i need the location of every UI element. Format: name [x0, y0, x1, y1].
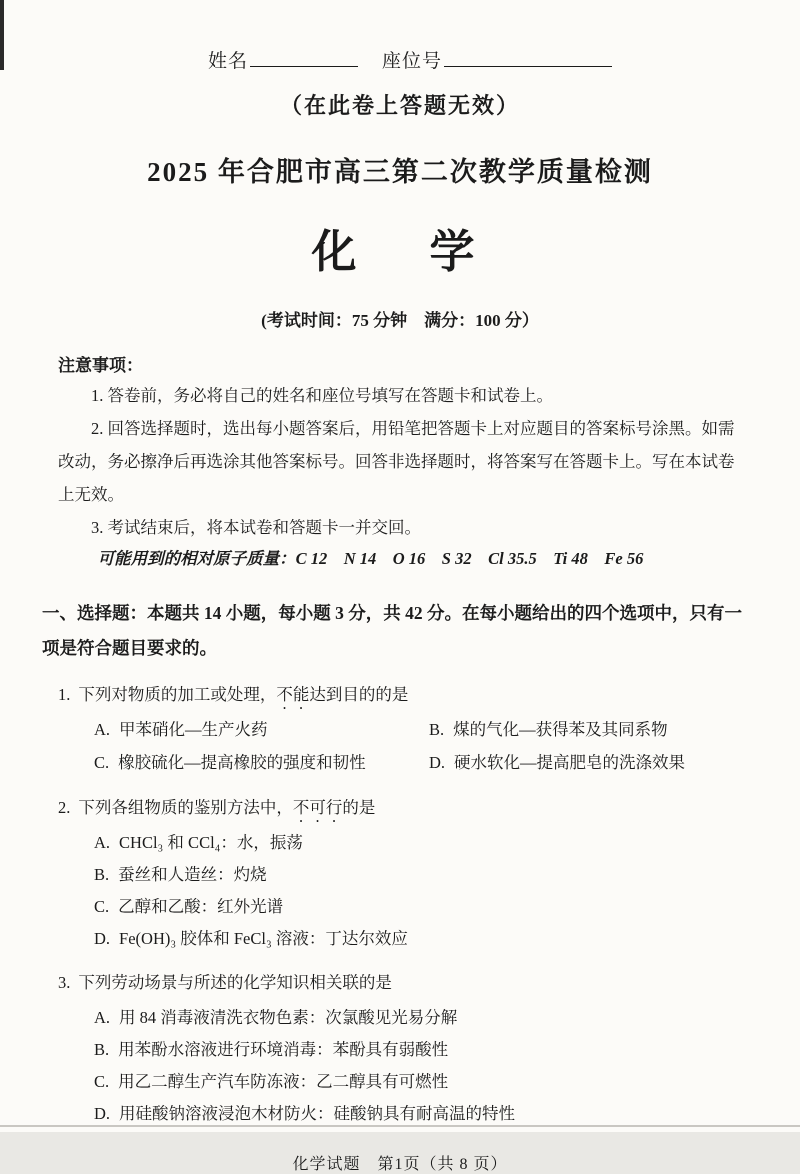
option-2-c-label: C.	[94, 897, 110, 916]
notice-section	[58, 351, 742, 574]
option-2-d-label: D.	[94, 929, 111, 948]
invalid-notice: （在此卷上答题无效）	[279, 93, 520, 118]
name-label: 姓名	[208, 51, 249, 72]
question-2-number: 2.	[58, 798, 71, 817]
question-2-stem	[58, 793, 742, 826]
scan-artifact-bottom	[0, 1125, 800, 1127]
option-2-d-text: Fe(OH)₃ 胶体和 FeCl₃ 溶液：丁达尔效应	[119, 929, 408, 948]
question-3-stem-pre: 下列劳动场景与所述的化学知识相关联的是	[78, 973, 392, 992]
option-1-b-text: 煤的气化—获得苯及其同系物	[453, 720, 668, 739]
option-3-a-text: 用 84 消毒液清洗衣物色素：次氯酸见光易分解	[119, 1008, 458, 1027]
option-3-a-label: A.	[94, 1008, 111, 1027]
question-1-stem-emphasis: 不能	[276, 685, 310, 704]
question-3-number: 3.	[58, 973, 71, 992]
question-2-options	[94, 827, 742, 954]
option-2-d	[94, 923, 742, 954]
option-1-d	[429, 747, 742, 778]
section-1-heading: 一、选择题：本题共 14 小题，每小题 3 分，共 42 分。在每小题给出的四个选项中，只有一项是符合题目要求的。	[42, 603, 742, 658]
option-1-d-text: 硬水软化—提高肥皂的洗涤效果	[454, 753, 686, 772]
option-3-b	[94, 1034, 742, 1065]
page-footer: 化学试题 第1页（共 8 页）	[292, 1156, 508, 1173]
notice-item-2: 2. 回答选择题时，选出每小题答案后，用铅笔把答题卡上对应题目的答案标号涂黑。如需改动，务必擦净后再选涂其他答案标号。回答非选择题时，将答案写在答题卡上。写在本试卷上无效。	[58, 419, 735, 504]
option-3-b-label: B.	[94, 1040, 110, 1059]
option-2-a-label: A.	[94, 833, 111, 852]
option-1-a-text: 甲苯硝化—生产火药	[119, 720, 268, 739]
seat-label: 座位号	[382, 51, 443, 72]
exam-title: 2025 年合肥市高三第二次教学质量检测	[147, 157, 653, 187]
option-2-b	[94, 859, 742, 890]
option-1-a-label: A.	[94, 720, 111, 739]
option-1-a	[94, 714, 429, 745]
atomic-mass-line: 可能用到的相对原子质量：C 12 N 14 O 16 S 32 Cl 35.5 Ti 48 Fe 56	[97, 549, 644, 568]
question-1	[58, 680, 742, 779]
option-2-b-text: 蚕丝和人造丝：灼烧	[118, 865, 267, 884]
question-2-stem-post: 的是	[342, 798, 376, 817]
question-1-stem-post: 达到目的的是	[309, 685, 409, 704]
option-2-c	[94, 891, 742, 922]
option-3-d-text: 用硅酸钠溶液浸泡木材防火：硅酸钠具有耐高温的特性	[119, 1104, 516, 1123]
question-1-options	[94, 713, 742, 779]
option-3-b-text: 用苯酚水溶液进行环境消毒：苯酚具有弱酸性	[118, 1040, 449, 1059]
question-1-number: 1.	[58, 685, 71, 704]
question-3-stem	[58, 968, 742, 1001]
question-1-stem-pre: 下列对物质的加工或处理，	[78, 685, 277, 704]
notice-heading: 注意事项：	[58, 356, 143, 375]
name-seat-row	[58, 46, 742, 73]
option-3-c-text: 用乙二醇生产汽车防冻液：乙二醇具有可燃性	[118, 1072, 449, 1091]
subject-title: 化 学	[311, 227, 489, 277]
question-2-stem-pre: 下列各组物质的鉴别方法中，	[78, 798, 293, 817]
question-3	[58, 968, 742, 1129]
option-1-c	[94, 747, 429, 778]
notice-item-1: 1. 答卷前，务必将自己的姓名和座位号填写在答题卡和试卷上。	[91, 386, 553, 405]
option-3-a	[94, 1002, 742, 1033]
exam-duration-score: (考试时间：75 分钟 满分：100 分）	[261, 311, 539, 330]
option-1-b	[429, 714, 742, 745]
option-2-c-text: 乙醇和乙酸：红外光谱	[118, 897, 284, 916]
option-2-a	[94, 827, 742, 858]
option-1-c-label: C.	[94, 753, 110, 772]
question-2-stem-emphasis: 不可行	[292, 798, 343, 817]
option-1-b-label: B.	[429, 720, 445, 739]
question-3-options	[94, 1002, 742, 1129]
option-1-c-text: 橡胶硫化—提高橡胶的强度和韧性	[118, 753, 366, 772]
scan-artifact-left	[0, 0, 4, 70]
seat-blank-line	[444, 47, 612, 67]
option-3-d-label: D.	[94, 1104, 111, 1123]
name-blank-line	[250, 47, 358, 67]
option-3-c-label: C.	[94, 1072, 110, 1091]
notice-item-3: 3. 考试结束后，将本试卷和答题卡一并交回。	[91, 518, 421, 537]
option-1-d-label: D.	[429, 753, 446, 772]
question-1-stem	[58, 680, 742, 713]
option-2-a-text: CHCl₃ 和 CCl₄：水，振荡	[119, 833, 303, 852]
option-2-b-label: B.	[94, 865, 110, 884]
option-3-c	[94, 1066, 742, 1097]
question-2	[58, 793, 742, 954]
